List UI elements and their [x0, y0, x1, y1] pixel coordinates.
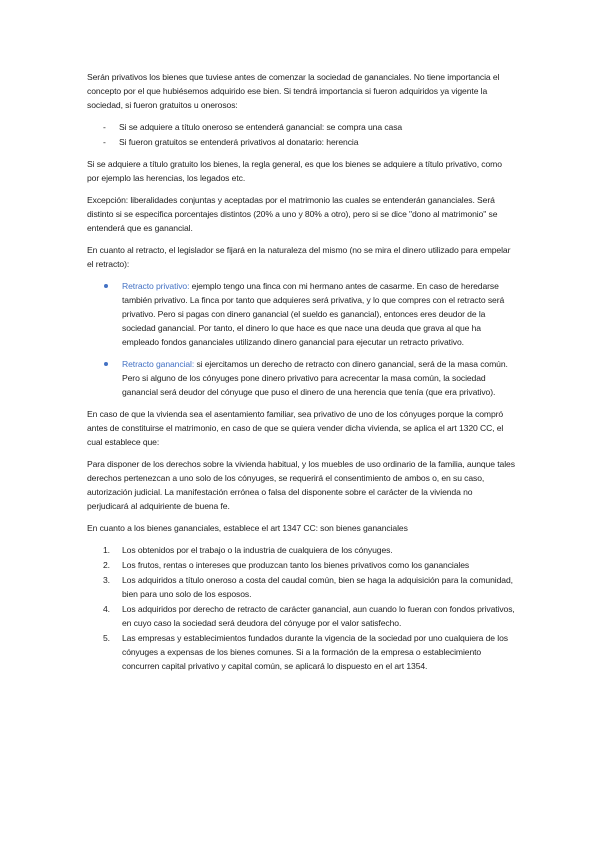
- paragraph-intro: Serán privativos los bienes que tuviese antes de comenzar la sociedad de gananciales. No tiene importancia el concepto por el que hubiésemos adquirido ese bien. Si tendrá importancia si fueron adquiridos ya vigente la sociedad, si fueron gratuitos u onerosos:: [87, 72, 500, 110]
- item-number: 2.: [103, 560, 110, 570]
- paragraph-art-1320: Para disponer de los derechos sobre la vivienda habitual, y los muebles de uso ordinario de la familia, aunque tales derechos pertenezcan a uno solo de los cónyuges, se requerirá el consentimiento de ambos o, en su caso, autorización judicial. La manifestación errónea o falsa del disponente sobre el carácter de la vivienda no perjudicará al adquiriente de buena fe.: [87, 459, 515, 511]
- numbered-item: 3. Los adquiridos a título oneroso a costa del caudal común, bien se haga la adquisición para la comunidad, bien para uno solo de los esposos.: [103, 575, 513, 599]
- paragraph-gratuito: Si se adquiere a título gratuito los bienes, la regla general, es que los bienes se adquiere a título privativo, como por ejemplo las herencias, los legados etc.: [87, 159, 502, 183]
- document-body: [87, 70, 515, 674]
- term-description: ejemplo tengo una finca con mi hermano antes de casarme. En caso de heredarse también privativo. La finca por tanto que adquieres será privativa, y lo que compres con el retracto será privativo. Pero si pagas con dinero ganancial (el sueldo es ganancial), entonces eres deudor de la sociedad ganancial. Por tanto, el dinero lo que hace es que nace una deuda que grava al que ha empleado fondos gananciales utilizando dinero ganancial para ejecutar un retracto privativo.: [122, 281, 505, 347]
- retracto-list: [87, 279, 515, 399]
- dash-list-item: - Si se adquiere a título oneroso se entenderá ganancial: se compra una casa: [103, 122, 403, 132]
- numbered-item: 2. Los frutos, rentas o intereses que produzcan tanto los bienes privativos como los gananciales: [103, 560, 470, 570]
- bullet-dot-icon: [104, 284, 108, 288]
- term-label: Retracto privativo:: [122, 281, 190, 291]
- paragraph-retracto: En cuanto al retracto, el legislador se fijará en la naturaleza del mismo (no se mira el dinero utilizado para empelar el retracto):: [87, 245, 511, 269]
- dash-list: [87, 120, 515, 149]
- item-number: 4.: [103, 604, 110, 614]
- paragraph-vivienda: En caso de que la vivienda sea el asentamiento familiar, sea privativo de uno de los cónyuges porque la compró antes de constituirse el matrimonio, en caso de que se quiera vender dicha vivienda, se aplica el art 1320 CC, el cual establece que:: [87, 409, 504, 447]
- gananciales-list: [87, 543, 515, 673]
- retracto-item-ganancial: [87, 357, 515, 399]
- dash-marker: -: [103, 122, 106, 132]
- numbered-item: 4. Los adquiridos por derecho de retracto de carácter ganancial, aun cuando lo fueran con fondos privativos, en cuyo caso la sociedad será deudora del cónyuge por el valor satisfecho.: [103, 604, 515, 628]
- item-number: 1.: [103, 545, 110, 555]
- term-description: si ejercitamos un derecho de retracto con dinero ganancial, será de la masa común. Pero si alguno de los cónyuges pone dinero privativo para acrecentar la masa común, la sociedad ganancial será deudor del cónyuge que puso el dinero de una herencia que tenía (que era privativo).: [122, 359, 508, 397]
- bullet-dot-icon: [104, 362, 108, 366]
- term-label: Retracto ganancial:: [122, 359, 195, 369]
- retracto-item-privativo: [87, 279, 515, 349]
- numbered-item: 1. Los obtenidos por el trabajo o la industria de cualquiera de los cónyuges.: [103, 545, 393, 555]
- paragraph-art-1347: En cuanto a los bienes gananciales, establece el art 1347 CC: son bienes gananciales: [87, 523, 408, 533]
- dash-list-item: - Si fueron gratuitos se entenderá privativos al donatario: herencia: [103, 137, 359, 147]
- numbered-item: 5. Las empresas y establecimientos fundados durante la vigencia de la sociedad por uno cualquiera de los cónyuges a expensas de los bienes comunes. Si a la formación de la empresa o establecimiento concurren capital privativo y capital común, se aplicará lo dispuesto en el art 1354.: [103, 633, 508, 671]
- paragraph-excepcion: Excepción: liberalidades conjuntas y aceptadas por el matrimonio las cuales se entenderán gananciales. Será distinto si se especifica porcentajes distintos (20% a uno y 80% a otro), pero si se dice "dono al matrimonio" se entenderá que es ganancial.: [87, 195, 498, 233]
- dash-marker: -: [103, 137, 106, 147]
- item-number: 3.: [103, 575, 110, 585]
- item-number: 5.: [103, 633, 110, 643]
